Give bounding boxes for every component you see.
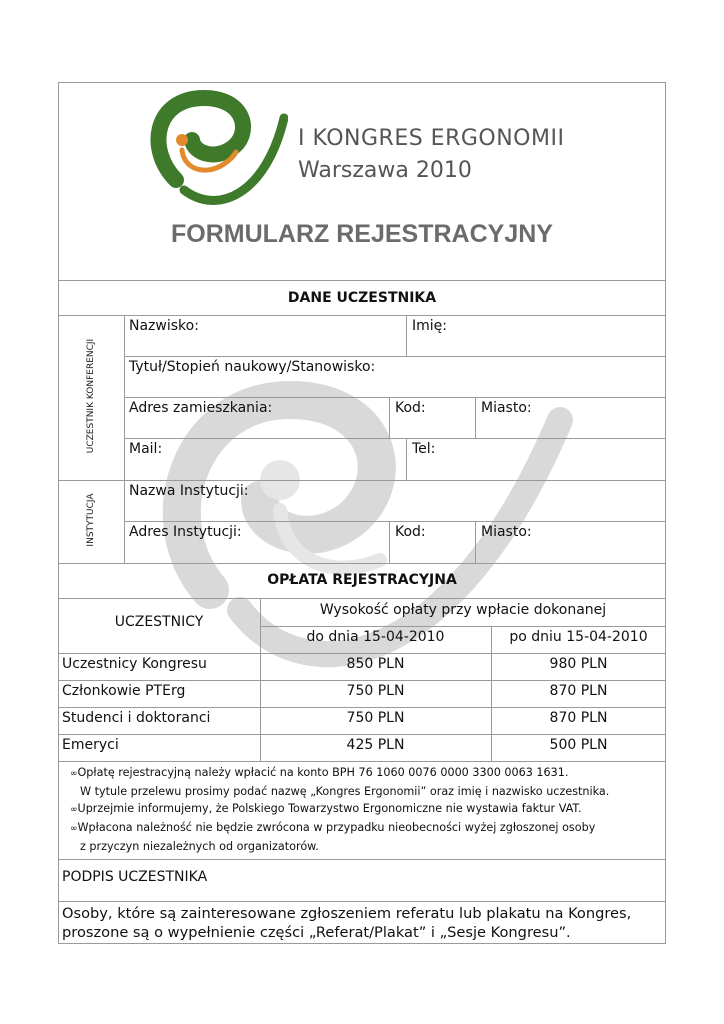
col-header-group: Wysokość opłaty przy wpłacie dokonanej	[319, 602, 607, 618]
divider	[58, 680, 666, 681]
table-cell-late: 500 PLN	[549, 737, 608, 753]
divider	[389, 397, 390, 438]
note-line: Wpłacona należność nie będzie zwrócona w przypadku nieobecności wyżej zgłoszonej osoby	[77, 821, 596, 834]
divider	[260, 626, 666, 627]
form-header	[58, 82, 666, 280]
note-line: Opłatę rejestracyjną należy wpłacić na konto BPH 76 1060 0076 0000 3300 0063 1631.	[77, 766, 569, 779]
section-title-fee: OPŁATA REJESTRACYJNA	[267, 572, 457, 588]
divider	[58, 734, 666, 735]
institution-name-field[interactable]: Nazwa Instytucji:	[129, 483, 249, 499]
divider	[58, 563, 666, 564]
brand-title: I KONGRES ERGONOMII	[298, 126, 565, 151]
table-cell-early: 750 PLN	[346, 710, 405, 726]
divider	[58, 598, 666, 599]
note-line: Uprzejmie informujemy, że Polskiego Towarzystwo Ergonomiczne nie wystawia faktur VAT.	[77, 802, 582, 815]
phone-field[interactable]: Tel:	[412, 441, 436, 457]
footer-line: Osoby, które są zainteresowane zgłoszeniem referatu lub plakatu na Kongres,	[62, 905, 632, 922]
divider	[475, 521, 476, 563]
divider	[124, 521, 666, 522]
signature-field[interactable]: PODPIS UCZESTNIKA	[62, 869, 208, 885]
table-cell-early: 750 PLN	[346, 683, 405, 699]
note-line: z przyczyn niezależnych od organizatorów.	[80, 840, 319, 853]
bullet-icon: ∞	[70, 824, 78, 834]
side-label-institution: INSTYTUCJA	[86, 493, 96, 547]
divider	[406, 438, 407, 480]
divider	[58, 859, 666, 860]
page-title: FORMULARZ REJESTRACYJNY	[171, 220, 553, 248]
surname-field[interactable]: Nazwisko:	[129, 318, 199, 334]
table-cell-late: 870 PLN	[549, 710, 608, 726]
divider	[58, 901, 666, 902]
table-cell-early: 850 PLN	[346, 656, 405, 672]
divider	[389, 521, 390, 563]
table-row-label: Emeryci	[62, 737, 119, 753]
divider	[124, 438, 666, 439]
first-name-field[interactable]: Imię:	[412, 318, 447, 334]
table-row-label: Uczestnicy Kongresu	[62, 656, 207, 672]
brand-subtitle: Warszawa 2010	[298, 158, 472, 183]
col-header-early: do dnia 15-04-2010	[306, 629, 445, 645]
divider	[58, 653, 666, 654]
divider	[124, 315, 125, 563]
institution-postcode-field[interactable]: Kod:	[395, 524, 426, 540]
congress-logo-icon	[148, 90, 288, 205]
section-title-participant: DANE UCZESTNIKA	[287, 290, 437, 306]
table-cell-early: 425 PLN	[346, 737, 405, 753]
table-cell-late: 980 PLN	[549, 656, 608, 672]
postcode-field[interactable]: Kod:	[395, 400, 426, 416]
divider	[406, 315, 407, 356]
divider	[58, 480, 666, 481]
payment-notes	[70, 764, 609, 855]
footer-line: proszone są o wypełnienie części „Referat/Plakat” i „Sesje Kongresu”.	[62, 924, 571, 941]
table-cell-late: 870 PLN	[549, 683, 608, 699]
bullet-icon: ∞	[70, 769, 78, 779]
bullet-icon: ∞	[70, 805, 78, 815]
divider	[124, 397, 666, 398]
divider	[58, 761, 666, 762]
divider	[58, 315, 666, 316]
table-row-label: Studenci i doktoranci	[62, 710, 211, 726]
divider	[124, 356, 666, 357]
side-label-participant: UCZESTNIK KONFERENCJI	[86, 338, 96, 454]
city-field[interactable]: Miasto:	[481, 400, 532, 416]
col-header-late: po dniu 15-04-2010	[509, 629, 648, 645]
institution-city-field[interactable]: Miasto:	[481, 524, 532, 540]
note-line: W tytule przelewu prosimy podać nazwę „Kongres Ergonomii” oraz imię i nazwisko uczestnika.	[80, 785, 610, 798]
divider	[58, 280, 666, 281]
col-header-participants: UCZESTNICY	[114, 614, 204, 630]
table-row-label: Członkowie PTErg	[62, 683, 186, 699]
divider	[475, 397, 476, 438]
academic-title-field[interactable]: Tytuł/Stopień naukowy/Stanowisko:	[129, 359, 376, 375]
email-field[interactable]: Mail:	[129, 441, 163, 457]
divider	[58, 707, 666, 708]
home-address-field[interactable]: Adres zamieszkania:	[129, 400, 273, 416]
institution-address-field[interactable]: Adres Instytucji:	[129, 524, 242, 540]
